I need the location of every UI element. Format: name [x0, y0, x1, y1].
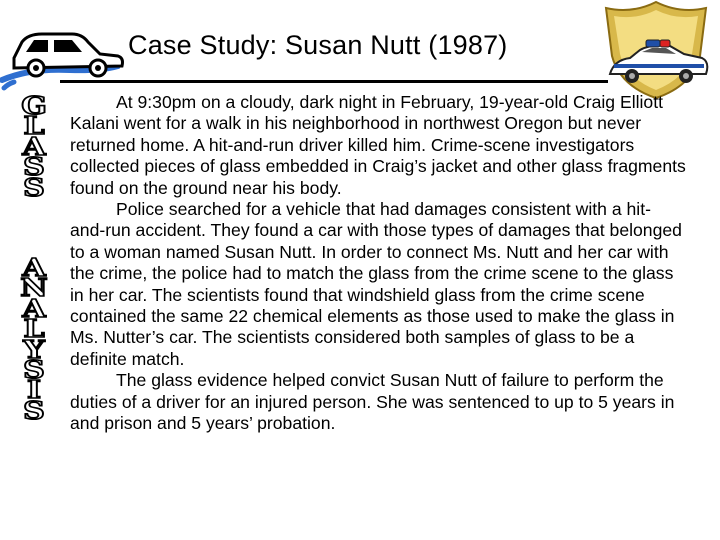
banner-letter: S [23, 172, 45, 202]
banner-letter: I [26, 375, 42, 405]
banner-letter: S [23, 395, 45, 425]
police-badge-car-icon [600, 0, 712, 100]
banner-letter: G [21, 91, 47, 120]
paragraph-investigation: Police searched for a vehicle that had damages consistent with a hit-and-run accident. They found a car with those types of damages that belonged to a woman named Susan Nutt. In order to connect Ms. Nutt and her car with the crime, the police had to match the glass from the crime scene to the glass in her car. The scientists found that windshield glass from the crime scene contained the same 22 chemical elements as those used to make the glass in Ms. Nutter’s car. The scientists considered both samples of glass to be a definite match. [70, 199, 682, 369]
case-study-body [70, 92, 686, 435]
banner-letter: L [23, 111, 45, 141]
banner-letter: S [23, 354, 45, 384]
banner-letter: S [23, 152, 45, 182]
paragraph-crime: At 9:30pm on a cloudy, dark night in February, 19-year-old Craig Elliott Kalani went for a walk in his neighborhood in northwest Oregon but never returned home. A hit-and-run driver killed him. Crime-scene investigators collected pieces of glass embedded in Craig’s jacket and other glass fragments found on the ground near his body. [70, 92, 686, 198]
banner-letter: A [22, 131, 46, 161]
banner-letter: Y [23, 334, 45, 364]
page-title: Case Study: Susan Nutt (1987) [128, 30, 508, 60]
banner-letter: L [23, 314, 45, 344]
vertical-banner-glass-analysis [12, 91, 56, 425]
paragraph-verdict: The glass evidence helped convict Susan Nutt of failure to perform the duties of a driver for an injured person. She was sentenced to up to 5 years in and prison and 5 years’ probation. [70, 370, 675, 434]
title-underline [60, 80, 608, 83]
vintage-car-clipart-icon [8, 28, 126, 80]
banner-letter: N [20, 273, 48, 303]
banner-letter: A [22, 252, 46, 282]
banner-letter: A [22, 293, 46, 323]
